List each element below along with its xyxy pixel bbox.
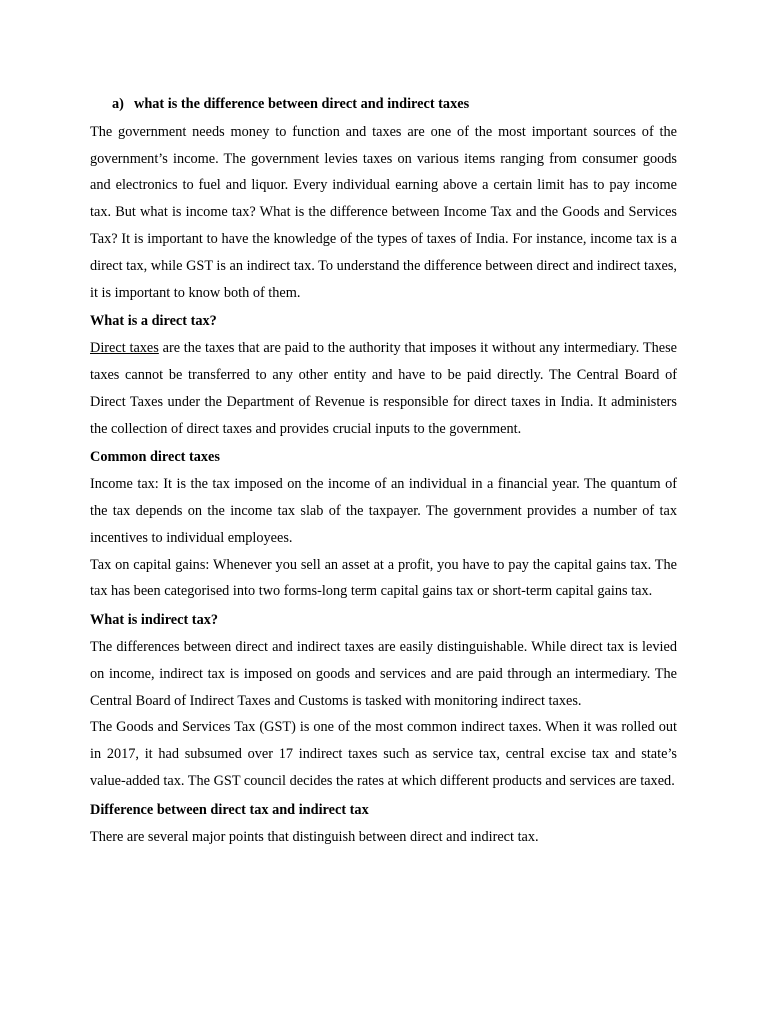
direct-taxes-link[interactable]: Direct taxes <box>90 340 159 357</box>
capital-gains-paragraph: Tax on capital gains: Whenever you sell an asset at a profit, you have to pay the capital gains tax. The tax has been categorised into two forms-long term capital gains tax or short-term capital gains tax. <box>90 556 677 600</box>
question-label: a) <box>112 96 124 112</box>
question-title: what is the difference between direct and indirect taxes <box>134 96 470 112</box>
document-page <box>90 91 677 850</box>
direct-tax-heading: What is a direct tax? <box>90 313 217 330</box>
direct-tax-body: are the taxes that are paid to the authority that imposes it without any intermediary. These taxes cannot be transferred to any other entity and have to be paid directly. The Central Board of Direct Taxes under the Department of Revenue is responsible for direct taxes in India. It administers the collection of direct taxes and provides crucial inputs to the government. <box>90 340 677 437</box>
indirect-tax-heading: What is indirect tax? <box>90 612 219 629</box>
direct-tax-paragraph <box>90 335 677 442</box>
question-heading <box>90 91 677 118</box>
common-direct-taxes-heading: Common direct taxes <box>90 449 220 466</box>
gst-paragraph: The Goods and Services Tax (GST) is one of the most common indirect taxes. When it was rolled out in 2017, it had subsumed over 17 indirect taxes such as service tax, central excise tax and state’s value-added tax. The GST council decides the rates at which different products and services are taxed. <box>90 719 677 789</box>
income-tax-paragraph: Income tax: It is the tax imposed on the income of an individual in a financial year. The quantum of the tax depends on the income tax slab of the taxpayer. The government provides a number of tax incentives to individual employees. <box>90 476 677 546</box>
difference-paragraph: There are several major points that distinguish between direct and indirect tax. <box>90 828 539 845</box>
intro-paragraph: The government needs money to function and taxes are one of the most important sources of the government’s income. The government levies taxes on various items ranging from consumer goods and electronics to fuel and liquor. Every individual earning above a certain limit has to pay income tax. But what is income tax? What is the difference between Income Tax and the Goods and Services Tax? It is important to have the knowledge of the types of taxes of India. For instance, income tax is a direct tax, while GST is an indirect tax. To understand the difference between direct and indirect taxes, it is important to know both of them. <box>90 123 677 301</box>
indirect-tax-paragraph: The differences between direct and indirect taxes are easily distinguishable. While direct tax is levied on income, indirect tax is imposed on goods and services and are paid through an intermediary. The Central Board of Indirect Taxes and Customs is tasked with monitoring indirect taxes. <box>90 638 677 709</box>
difference-heading: Difference between direct tax and indirect tax <box>90 801 369 818</box>
